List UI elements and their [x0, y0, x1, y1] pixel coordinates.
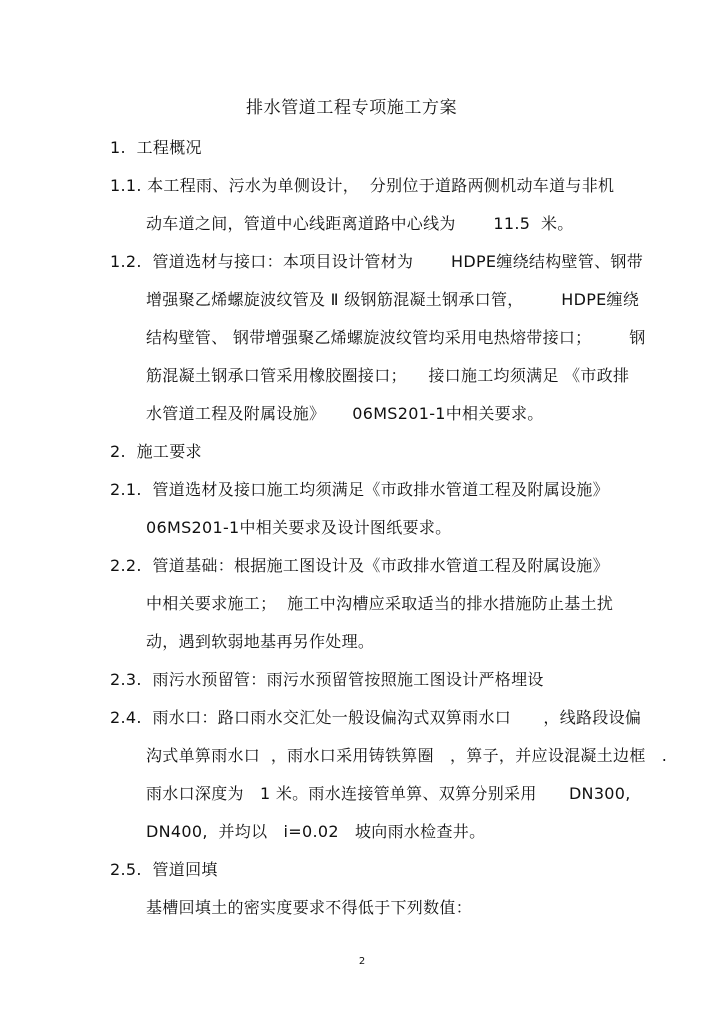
heading-1: 1. 工程概况: [110, 138, 202, 157]
document-title: 排水管道工程专项施工方案: [246, 98, 458, 118]
paragraph-line: 结构壁管、 钢带增强聚乙烯螺旋波纹管均采用电热熔带接口； 钢: [146, 328, 646, 347]
paragraph-line: 水管道工程及附属设施》 06MS201-1中相关要求。: [146, 404, 544, 423]
paragraph-line: 2.4. 雨水口：路口雨水交汇处一般设偏沟式双箅雨水口 ，线路段设偏: [110, 708, 642, 727]
paragraph-line: 雨水口深度为 1 米。雨水连接管单箅、双箅分别采用 DN300,: [146, 784, 631, 803]
paragraph-line: 2.2. 管道基础：根据施工图设计及《市政排水管道工程及附属设施》: [110, 556, 609, 575]
paragraph-line: 动车道之间，管道中心线距离道路中心线为 11.5 米。: [146, 214, 574, 233]
paragraph-line: 增强聚乙烯螺旋波纹管及 Ⅱ 级钢筋混凝土钢承口管， HDPE缠绕: [146, 290, 640, 309]
heading-2: 2. 施工要求: [110, 442, 202, 461]
paragraph-line: 沟式单箅雨水口 ，雨水口采用铸铁箅圈 ，箅子，并应设混凝土边框 .: [146, 746, 668, 765]
subheading: 2.5. 管道回填: [110, 860, 218, 879]
paragraph-line: 1.2. 管道选材与接口：本项目设计管材为 HDPE缠绕结构壁管、钢带: [110, 252, 644, 271]
paragraph-line: 2.1. 管道选材及接口施工均须满足《市政排水管道工程及附属设施》: [110, 480, 609, 499]
paragraph-line: 1.1. 本工程雨、污水为单侧设计， 分别位于道路两侧机动车道与非机: [110, 176, 615, 195]
paragraph-line: 基槽回填土的密实度要求不得低于下列数值：: [146, 898, 473, 917]
paragraph-line: 06MS201-1中相关要求及设计图纸要求。: [146, 518, 452, 537]
paragraph-line: 2.3. 雨污水预留管：雨污水预留管按照施工图设计严格埋设: [110, 670, 544, 689]
paragraph-line: 中相关要求施工； 施工中沟槽应采取适当的排水措施防止基土扰: [146, 594, 614, 613]
paragraph-line: 筋混凝土钢承口管采用橡胶圈接口； 接口施工均须满足 《市政排: [146, 366, 630, 385]
paragraph-line: 动，遇到软弱地基再另作处理。: [146, 632, 375, 651]
page-number: 2: [358, 956, 366, 967]
paragraph-line: DN400, 并均以 i=0.02 坡向雨水检查井。: [146, 822, 486, 841]
